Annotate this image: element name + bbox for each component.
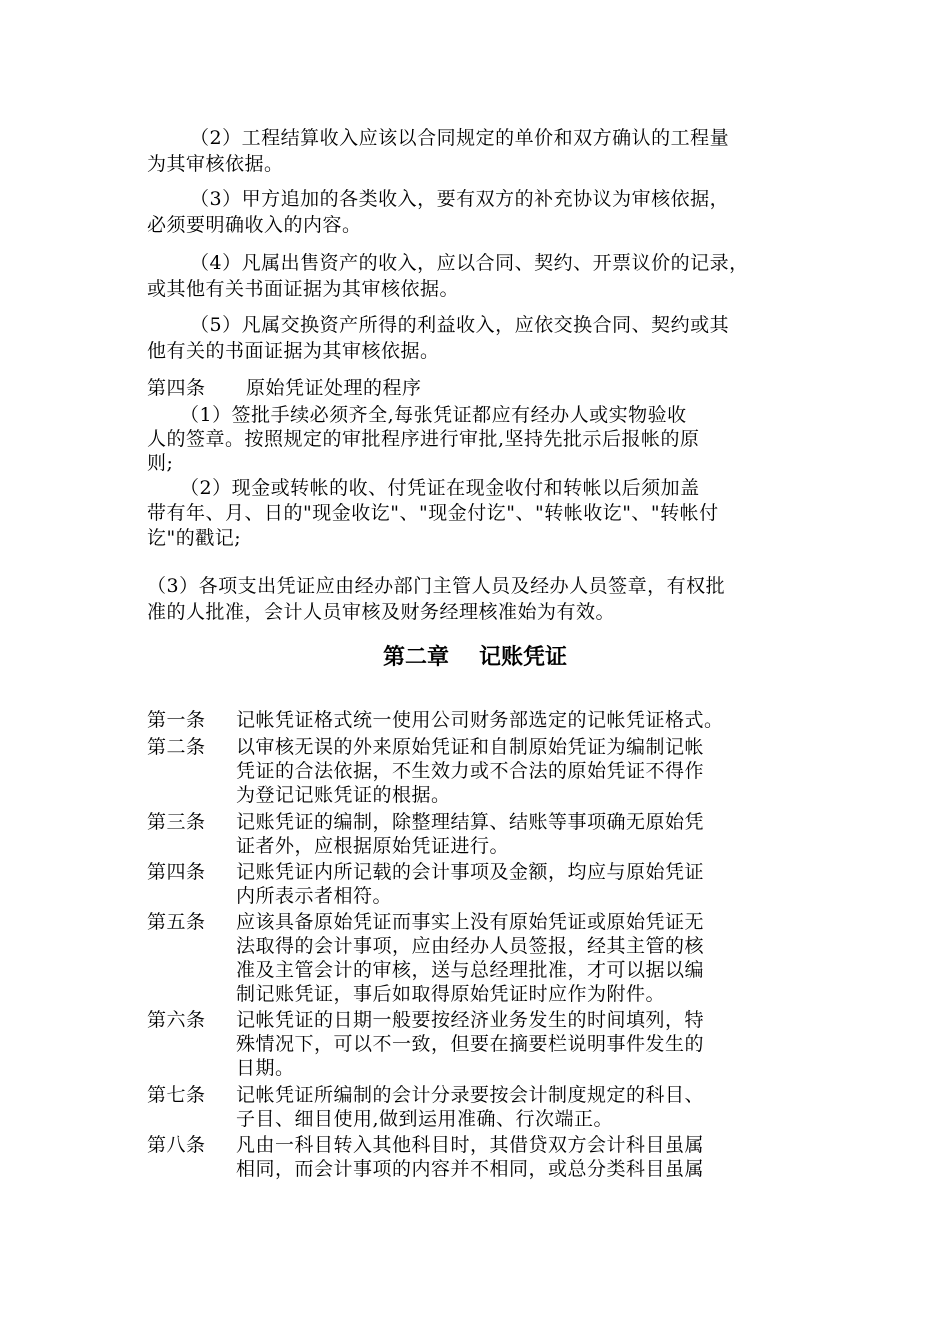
article-label: 第五条 bbox=[147, 911, 206, 933]
article-body bbox=[236, 708, 796, 732]
article-3 bbox=[0, 810, 950, 858]
article-8 bbox=[0, 1133, 950, 1181]
procedure-1-line-3: 则; bbox=[147, 452, 174, 474]
article-line: 制记账凭证，事后如取得原始凭证时应作为附件。 bbox=[236, 983, 666, 1005]
article-line: 证者外，应根据原始凭证进行。 bbox=[236, 835, 510, 857]
article-line: 记账凭证的编制，除整理结算、结账等事项确无原始凭 bbox=[236, 811, 705, 833]
procedure-2-line-3: 讫"的戳记; bbox=[147, 527, 242, 549]
article-line: 子目、细目使用,做到运用准确、行次端正。 bbox=[236, 1108, 614, 1130]
article-line: 日期。 bbox=[236, 1057, 295, 1079]
article-body bbox=[236, 860, 796, 908]
paragraph-2-line-1: （2）工程结算收入应该以合同规定的单价和双方确认的工程量 bbox=[190, 127, 730, 149]
paragraph-3-line-1: （3）甲方追加的各类收入，要有双方的补充协议为审核依据， bbox=[190, 188, 730, 210]
paragraph-4-line-2: 或其他有关书面证据为其审核依据。 bbox=[147, 278, 460, 300]
paragraph-2-line-2: 为其审核依据。 bbox=[147, 153, 284, 175]
article-line: 准及主管会计的审核，送与总经理批准，才可以据以编 bbox=[236, 959, 705, 981]
article-label: 第八条 bbox=[147, 1134, 206, 1156]
procedure-3-line-2: 准的人批准，会计人员审核及财务经理核准始为有效。 bbox=[147, 601, 616, 623]
chapter-heading bbox=[0, 640, 950, 671]
article-line: 应该具备原始凭证而事实上没有原始凭证或原始凭证无 bbox=[236, 911, 705, 933]
procedure-3-line-1: （3）各项支出凭证应由经办部门主管人员及经办人员签章，有权批 bbox=[147, 575, 726, 597]
procedure-1-line-1: （1）签批手续必须齐全,每张凭证都应有经办人或实物验收 bbox=[180, 404, 687, 426]
article-4 bbox=[0, 860, 950, 908]
paragraph-5-line-2: 他有关的书面证据为其审核依据。 bbox=[147, 340, 440, 362]
paragraph-5-line-1: （5）凡属交换资产所得的利益收入，应依交换合同、契约或其 bbox=[190, 314, 730, 336]
article-label: 第六条 bbox=[147, 1009, 206, 1031]
article-line: 凡由一科目转入其他科目时，其借贷双方会计科目虽属 bbox=[236, 1134, 705, 1156]
article-5 bbox=[0, 910, 950, 1006]
article-line: 记帐凭证格式统一使用公司财务部选定的记帐凭证格式。 bbox=[236, 709, 724, 731]
article-body bbox=[236, 1083, 796, 1131]
article-body bbox=[236, 1133, 796, 1181]
article-line: 记帐凭证所编制的会计分录要按会计制度规定的科目、 bbox=[236, 1084, 705, 1106]
article-four-title: 原始凭证处理的程序 bbox=[246, 377, 422, 399]
article-label: 第七条 bbox=[147, 1084, 206, 1106]
article-four-label: 第四条 bbox=[147, 377, 206, 399]
article-line: 殊情况下，可以不一致，但要在摘要栏说明事件发生的 bbox=[236, 1033, 705, 1055]
article-line: 内所表示者相符。 bbox=[236, 885, 393, 907]
article-line: 凭证的合法依据，不生效力或不合法的原始凭证不得作 bbox=[236, 760, 705, 782]
article-body bbox=[236, 810, 796, 858]
article-line: 相同，而会计事项的内容并不相同，或总分类科目虽属 bbox=[236, 1158, 705, 1180]
article-body bbox=[236, 910, 796, 1006]
procedure-2-line-2: 带有年、月、日的"现金收讫"、"现金付讫"、"转帐收讫"、"转帐付 bbox=[147, 502, 719, 524]
article-label: 第四条 bbox=[147, 861, 206, 883]
article-line: 以审核无误的外来原始凭证和自制原始凭证为编制记帐 bbox=[236, 736, 705, 758]
article-6 bbox=[0, 1008, 950, 1080]
article-1 bbox=[0, 708, 950, 732]
article-line: 为登记记账凭证的根据。 bbox=[236, 784, 451, 806]
article-2 bbox=[0, 735, 950, 807]
article-7 bbox=[0, 1083, 950, 1131]
procedure-2-line-1: （2）现金或转帐的收、付凭证在现金收付和转帐以后须加盖 bbox=[180, 477, 700, 499]
article-body bbox=[236, 735, 796, 807]
paragraph-3-line-2: 必须要明确收入的内容。 bbox=[147, 214, 362, 236]
article-label: 第二条 bbox=[147, 736, 206, 758]
chapter-title: 记账凭证 bbox=[479, 645, 568, 670]
article-label: 第一条 bbox=[147, 709, 206, 731]
procedure-1-line-2: 人的签章。按照规定的审批程序进行审批,坚持先批示后报帐的原 bbox=[147, 428, 700, 450]
article-label: 第三条 bbox=[147, 811, 206, 833]
article-line: 记账凭证内所记载的会计事项及金额，均应与原始凭证 bbox=[236, 861, 705, 883]
paragraph-4-line-1: （4）凡属出售资产的收入，应以合同、契约、开票议价的记录， bbox=[190, 252, 749, 274]
article-body bbox=[236, 1008, 796, 1080]
article-line: 记帐凭证的日期一般要按经济业务发生的时间填列，特 bbox=[236, 1009, 705, 1031]
chapter-number: 第二章 bbox=[382, 645, 449, 670]
article-line: 法取得的会计事项，应由经办人员签报，经其主管的核 bbox=[236, 935, 705, 957]
